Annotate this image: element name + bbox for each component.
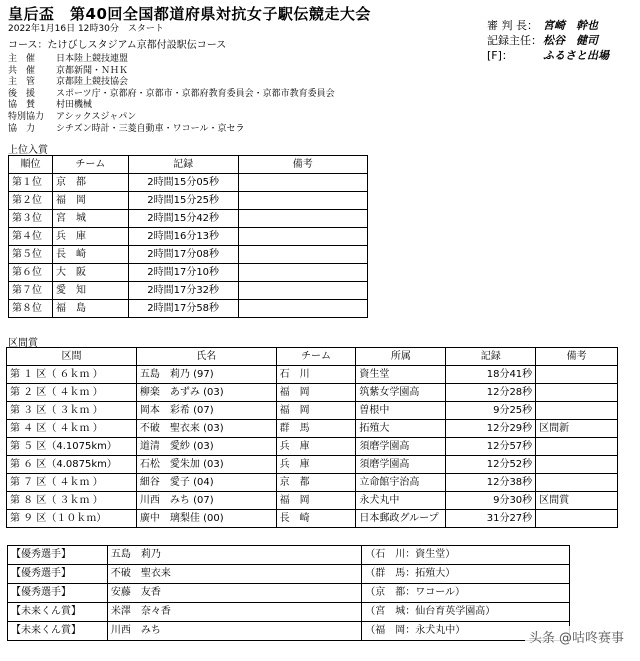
note-cell [536,474,618,492]
leg-cell: 第 ７ 区（ ４ｋｍ ） [7,474,137,492]
organizer-row: 協 力 シチズン時計・三菱自動車・ワコール・京セラ [8,123,245,134]
time-cell: 2時間15分05秒 [128,174,238,192]
award-cell: 【優秀選手】 [8,584,108,603]
column-header: 記録 [128,156,238,174]
team-cell: 愛 知 [52,282,128,300]
rank-cell: 第１位 [9,174,53,192]
column-header: 区間 [7,348,137,366]
team-cell: 福 岡 [276,384,356,402]
table-row [7,492,618,510]
page-title: 皇后盃 第40回全国都道府県対抗女子駅伝競走大会 [8,5,371,23]
name-cell: 不破 聖衣来 (03) [136,420,276,438]
course-name: コース：たけびしスタジアム京都付設駅伝コース [8,40,227,51]
column-header: 備考 [238,156,367,174]
name-cell: 不破 聖衣来 [107,565,361,584]
team-cell: 石 川 [276,366,356,384]
affiliation-cell: 筑紫女学園高 [356,384,446,402]
affiliation-cell: 拓殖大 [356,420,446,438]
organizer-row: 共 催 京都新聞・ＮＨＫ [8,65,129,76]
time-cell: 12分52秒 [446,456,536,474]
organizer-row: 特別協力 アシックスジャパン [8,111,137,122]
section-prize-label: 区間賞 [8,338,38,349]
note-cell [238,264,367,282]
note-cell [536,510,618,528]
time-cell: 2時間17分32秒 [128,282,238,300]
table-row [7,384,618,402]
table-row [7,402,618,420]
team-cell: 群 馬 [276,420,356,438]
team-cell: 福 岡 [276,402,356,420]
leg-cell: 第 ６ 区（4.0875km） [7,456,137,474]
rank-cell: 第６位 [9,264,53,282]
team-cell: （福 岡：永犬丸中） [362,622,570,641]
affiliation-cell: 須磨学園高 [356,456,446,474]
rank-cell: 第８位 [9,300,53,318]
organizer-row: 主 催 日本陸上競技連盟 [8,54,129,64]
time-cell: 9分30秒 [446,492,536,510]
leg-cell: 第 ５ 区（4.1075km） [7,438,137,456]
table-row [7,456,618,474]
note-cell [238,282,367,300]
award-cell: 【優秀選手】 [8,546,108,565]
table-row [7,438,618,456]
leg-cell: 第 ４ 区（ ４ｋｍ ） [7,420,137,438]
leg-cell: 第 ２ 区（ ４ｋｍ ） [7,384,137,402]
leg-cell: 第 ８ 区（ ３ｋｍ ） [7,492,137,510]
rank-cell: 第７位 [9,282,53,300]
rank-cell: 第３位 [9,210,53,228]
name-cell: 米澤 奈々香 [107,603,361,622]
table-row [7,474,618,492]
rank-cell: 第４位 [9,228,53,246]
watermark: 头条 @咕咚赛事 [525,626,628,647]
team-cell: 兵 庫 [276,438,356,456]
table-header-row [7,348,618,366]
affiliation-cell: 日本郵政グループ [356,510,446,528]
officials-block [487,18,609,63]
team-cell: （京 都：ワコール） [362,584,570,603]
affiliation-cell: 永犬丸中 [356,492,446,510]
table-row [7,366,618,384]
table-header-row [9,156,368,174]
table-row [9,246,368,264]
table-row [9,174,368,192]
note-cell [238,210,367,228]
note-cell [536,438,618,456]
time-cell: 31分27秒 [446,510,536,528]
time-cell: 2時間17分58秒 [128,300,238,318]
note-cell [238,228,367,246]
name-cell: 石松 愛朱加 (03) [136,456,276,474]
official-row: [F]： ふるさと出場 [487,49,609,62]
column-header: 備考 [536,348,618,366]
column-header: 氏名 [136,348,276,366]
column-header: チーム [276,348,356,366]
name-cell: 川西 みち [107,622,361,641]
table-row [9,192,368,210]
affiliation-cell: 須磨学園高 [356,438,446,456]
team-cell: 京 都 [52,174,128,192]
name-cell: 細谷 愛子 (04) [136,474,276,492]
rank-cell: 第５位 [9,246,53,264]
time-cell: 18分41秒 [446,366,536,384]
team-cell: 兵 庫 [276,456,356,474]
note-cell [536,456,618,474]
ranking-section-label: 上位入賞 [8,145,48,156]
name-cell: 道清 愛紗 (03) [136,438,276,456]
leg-cell: 第 ３ 区（ ３ｋｍ ） [7,402,137,420]
start-datetime: 2022年1月16日 12時30分 スタート [8,24,164,34]
note-cell: 区間賞 [536,492,618,510]
team-cell: 大 阪 [52,264,128,282]
team-cell: 京 都 [276,474,356,492]
note-cell [536,366,618,384]
award-cell: 【未来くん賞】 [8,603,108,622]
team-cell: 長 崎 [276,510,356,528]
table-row [8,546,570,565]
table-row [9,300,368,318]
table-row [8,565,570,584]
name-cell: 五島 莉乃 (97) [136,366,276,384]
team-cell: （宮 城：仙台育英学園高） [362,603,570,622]
name-cell: 川西 みち (07) [136,492,276,510]
time-cell: 2時間17分10秒 [128,264,238,282]
affiliation-cell: 立命館宇治高 [356,474,446,492]
organizer-row: 主 管 京都陸上競技協会 [8,77,129,88]
note-cell [238,192,367,210]
table-row [9,264,368,282]
team-cell: 福 島 [52,300,128,318]
table-row [9,228,368,246]
time-cell: 2時間17分08秒 [128,246,238,264]
affiliation-cell: 曽根中 [356,402,446,420]
time-cell: 12分38秒 [446,474,536,492]
name-cell: 廣中 璃梨佳 (00) [136,510,276,528]
team-cell: 福 岡 [276,492,356,510]
note-cell [238,246,367,264]
column-header: チーム [52,156,128,174]
column-header: 記録 [446,348,536,366]
rank-cell: 第２位 [9,192,53,210]
leg-cell: 第 １ 区（ ６ｋｍ ） [7,366,137,384]
team-cell: （石 川：資生堂） [362,546,570,565]
organizer-row: 後 援 スポーツ庁・京都府・京都市・京都府教育委員会・京都市教育委員会 [8,88,335,99]
column-header: 順位 [9,156,53,174]
team-cell: 福 岡 [52,192,128,210]
team-cell: （群 馬：拓殖大） [362,565,570,584]
note-cell [238,300,367,318]
time-cell: 12分57秒 [446,438,536,456]
table-row [8,584,570,603]
note-cell [536,402,618,420]
leg-cell: 第 ９ 区（１０ｋｍ） [7,510,137,528]
name-cell: 五島 莉乃 [107,546,361,565]
time-cell: 9分25秒 [446,402,536,420]
name-cell: 柳楽 あずみ (03) [136,384,276,402]
table-row [7,510,618,528]
table-row [8,603,570,622]
organizer-list [8,54,335,135]
team-cell: 長 崎 [52,246,128,264]
table-row [9,282,368,300]
name-cell: 安藤 友香 [107,584,361,603]
time-cell: 2時間15分25秒 [128,192,238,210]
time-cell: 2時間15分42秒 [128,210,238,228]
time-cell: 12分28秒 [446,384,536,402]
time-cell: 2時間16分13秒 [128,228,238,246]
awards-table [7,545,570,641]
ranking-table [8,155,368,318]
official-row: 審 判 長： 宮崎 幹也 [487,19,598,32]
team-cell: 宮 城 [52,210,128,228]
note-cell: 区間新 [536,420,618,438]
award-cell: 【未来くん賞】 [8,622,108,641]
affiliation-cell: 資生堂 [356,366,446,384]
note-cell [238,174,367,192]
name-cell: 岡本 彩希 (07) [136,402,276,420]
column-header: 所属 [356,348,446,366]
note-cell [536,384,618,402]
official-row: 記録主任： 松谷 健司 [487,34,598,47]
section-prize-table [6,347,618,528]
time-cell: 12分29秒 [446,420,536,438]
award-cell: 【優秀選手】 [8,565,108,584]
table-row [9,210,368,228]
table-row [8,622,570,641]
team-cell: 兵 庫 [52,228,128,246]
table-row [7,420,618,438]
organizer-row: 協 賛 村田機械 [8,100,93,111]
